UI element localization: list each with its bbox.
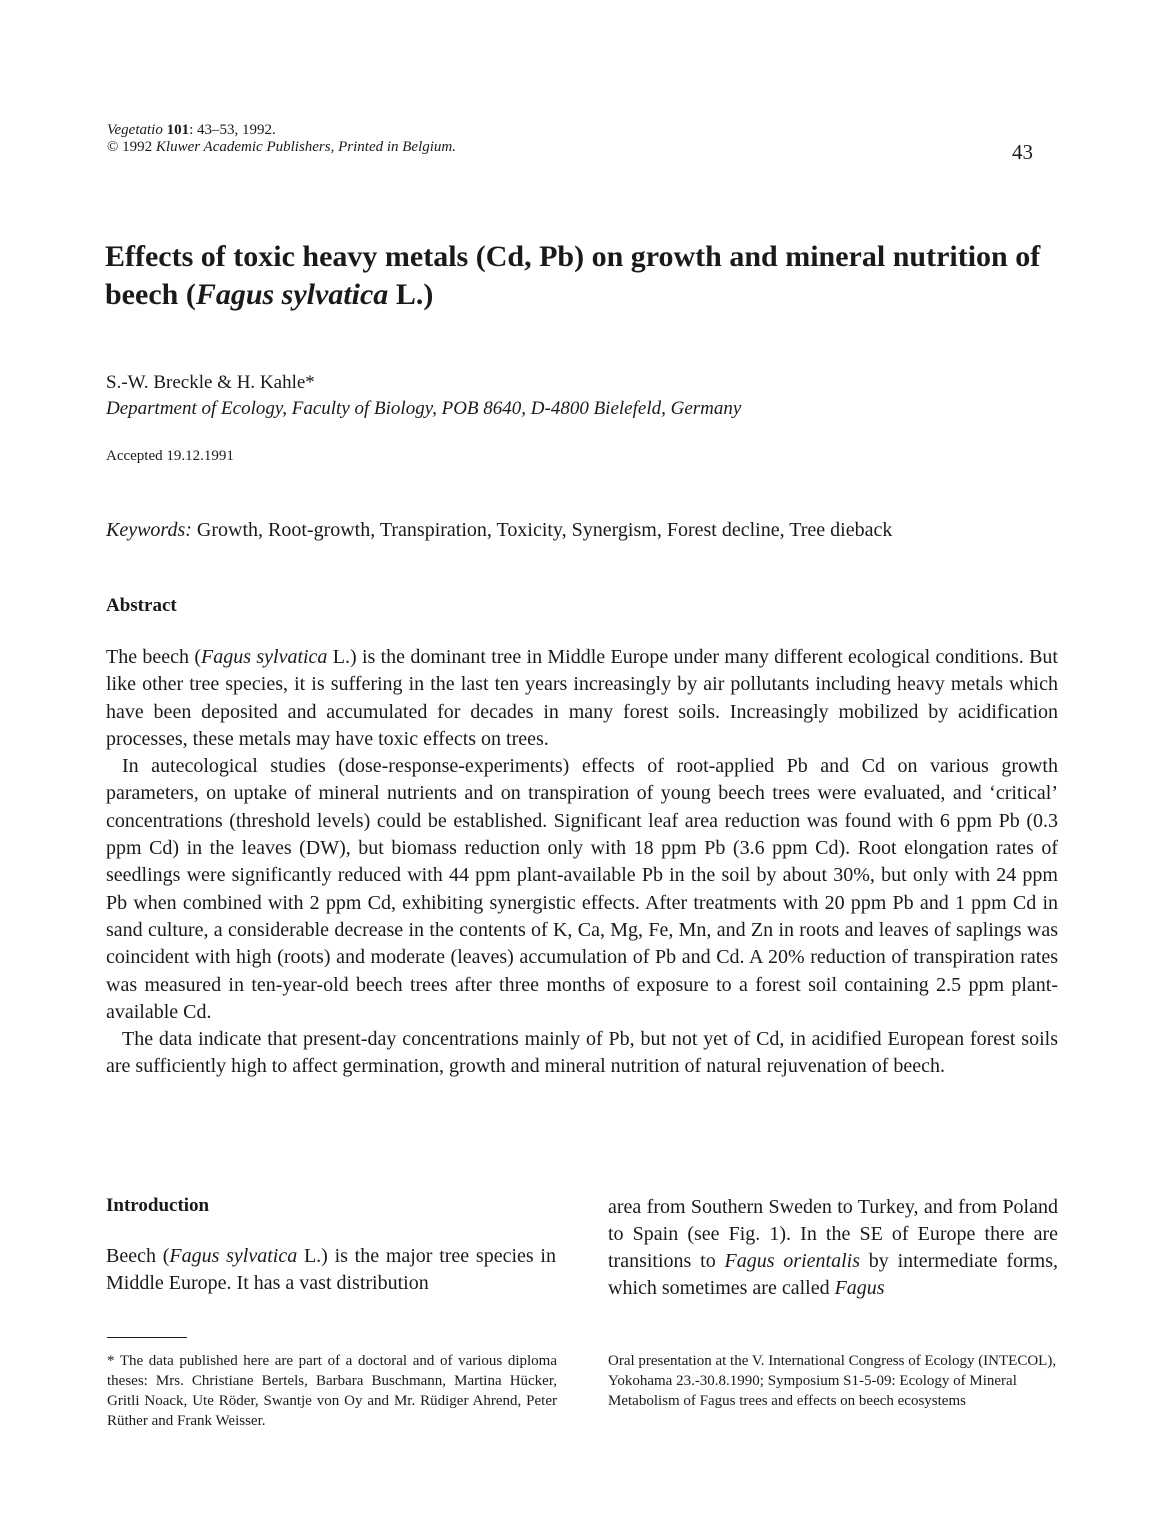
abstract-heading: Abstract <box>106 595 177 616</box>
authors: S.-W. Breckle & H. Kahle* <box>106 372 315 393</box>
page-number: 43 <box>1012 140 1033 164</box>
accepted-date: Accepted 19.12.1991 <box>106 448 234 464</box>
introduction-right-column: area from Southern Sweden to Turkey, and from Poland to Spain (see Fig. 1). In the SE of Europe there are transitions to Fagus orientalis by intermediate forms, which sometimes are called Fagus <box>608 1196 1059 1299</box>
journal-citation: Vegetatio 101: 43–53, 1992. <box>107 122 276 138</box>
abstract-paragraph-3: The data indicate that present-day concentrations mainly of Pb, but not yet of Cd, in acidified European forest soils are sufficiently high to affect germination, growth and mineral nutrition of natural rejuvenation of beech. <box>106 1028 1058 1078</box>
abstract-paragraph-1: The beech (Fagus sylvatica L.) is the dominant tree in Middle Europe under many different ecological conditions. But like other tree species, it is suffering in the last ten years increasingly by air pollutants including heavy metals which have been deposited and accumulated for decades in many forest soils. Increasingly mobilized by acidification processes, these metals may have toxic effects on trees. <box>106 646 1058 750</box>
footnote-right: Oral presentation at the V. International Congress of Ecology (INTECOL), Yokohama 23.-30.8.1990; Symposium S1-5-09: Ecology of Mineral Metabolism of Fagus trees and effects on beech ecosystems <box>608 1353 1057 1409</box>
journal-header <box>107 122 456 156</box>
copyright-line: © 1992 Kluwer Academic Publishers, Printed in Belgium. <box>107 139 457 155</box>
keywords: Keywords: Growth, Root-growth, Transpiration, Toxicity, Synergism, Forest decline, Tree dieback <box>106 519 893 541</box>
introduction-left-column: Beech (Fagus sylvatica L.) is the major tree species in Middle Europe. It has a vast distribution <box>106 1245 556 1294</box>
introduction-heading: Introduction <box>106 1195 210 1216</box>
paper-title: Effects of toxic heavy metals (Cd, Pb) on growth and mineral nutrition of beech (Fagus sylvatica L.) <box>105 240 1041 311</box>
footnote-left: * The data published here are part of a doctoral and of various diploma theses: Mrs. Christiane Bertels, Barbara Buschmann, Martina Hücker, Gritli Noack, Ute Röder, Swantje von Oy and Mr. Rüdiger Ahrend, Peter Rüther and Frank Weisser. <box>107 1353 557 1429</box>
footnote-divider <box>107 1337 187 1338</box>
affiliation: Department of Ecology, Faculty of Biology, POB 8640, D-4800 Bielefeld, Germany <box>106 398 742 419</box>
abstract-body <box>106 644 1058 1081</box>
abstract-paragraph-2: In autecological studies (dose-response-experiments) effects of root-applied Pb and Cd on various growth parameters, on uptake of mineral nutrients and on transpiration of young beech trees were evaluated, and ‘critical’ concentrations (threshold levels) could be established. Significant leaf area reduction was found with 6 ppm Pb (0.3 ppm Cd) in the leaves (DW), but biomass reduction only with 18 ppm Pb (3.6 ppm Cd). Root elongation rates of seedlings were significantly reduced with 44 ppm plant-available Pb in the soil by about 30%, but only with 24 ppm Pb when combined with 2 ppm Cd, exhibiting synergistic effects. After treatments with 20 ppm Pb and 1 ppm Cd in sand culture, a considerable decrease in the contents of K, Ca, Mg, Fe, Mn, and Zn in roots and leaves of saplings was coincident with high (roots) and moderate (leaves) accumulation of Pb and Cd. A 20% reduction of transpiration rates was measured in ten-year-old beech trees after three months of exposure to a forest soil containing 2.5 ppm plant-available Cd. <box>106 755 1058 1023</box>
